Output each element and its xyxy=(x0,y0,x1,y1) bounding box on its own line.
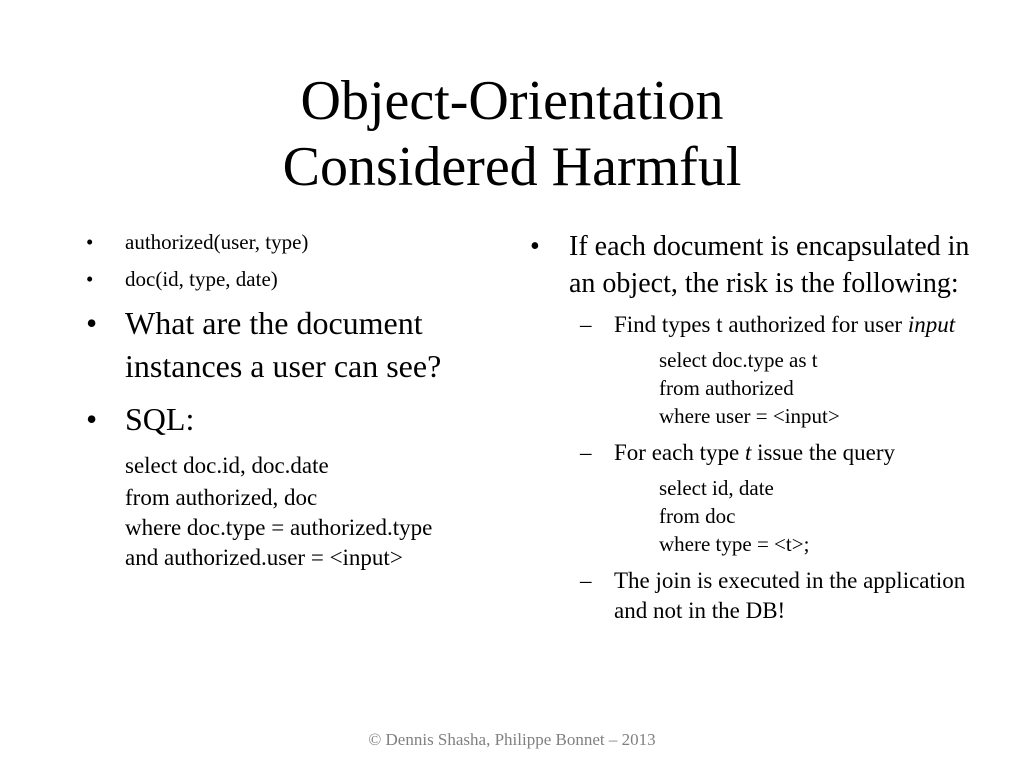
bullet-dot: • xyxy=(86,230,94,254)
bullet-authorized-relation xyxy=(86,228,486,256)
query-1 xyxy=(530,346,990,430)
sub-bullet-text: The join is executed in the application and not in the DB! xyxy=(614,568,966,623)
sql-line: from authorized, doc xyxy=(125,485,318,510)
query-line: from authorized xyxy=(659,376,794,400)
bullet-text: SQL: xyxy=(125,401,195,437)
query-line: where type = <t>; xyxy=(659,532,810,556)
query-line: select id, date xyxy=(659,476,774,500)
bullet-dot: • xyxy=(86,401,98,437)
query-line: from doc xyxy=(659,504,736,528)
bullet-sql xyxy=(86,398,486,441)
copyright-footer: © Dennis Shasha, Philippe Bonnet – 2013 xyxy=(368,730,656,749)
sub-bullet-for-each-type xyxy=(530,438,990,468)
bullet-doc-relation xyxy=(86,265,486,293)
bullet-text: authorized(user, type) xyxy=(125,230,309,254)
emphasis-t: t xyxy=(744,440,752,465)
sql-query xyxy=(86,451,486,573)
title-line-2: Considered Harmful xyxy=(282,136,742,198)
left-column xyxy=(86,228,486,573)
emphasis-input: input xyxy=(907,312,956,337)
title-line-1: Object-Orientation xyxy=(300,70,724,132)
sub-bullet-text: For each type xyxy=(614,440,745,465)
sql-line: where doc.type = authorized.type xyxy=(125,515,433,540)
bullet-dot: • xyxy=(86,267,94,291)
bullet-text: doc(id, type, date) xyxy=(125,267,278,291)
bullet-text: What are the document instances a user can see? xyxy=(125,305,442,384)
sql-line: select doc.id, doc.date xyxy=(125,453,329,478)
query-line: select doc.type as t xyxy=(659,348,818,372)
sub-bullet-join xyxy=(530,566,990,626)
slide-title xyxy=(0,68,1024,200)
sql-line: and authorized.user = <input> xyxy=(125,545,403,570)
sub-bullet-text: issue the query xyxy=(751,440,896,465)
query-line: where user = <input> xyxy=(659,404,840,428)
sub-bullet-text: Find types t authorized for user xyxy=(614,312,908,337)
sub-bullet-find-types xyxy=(530,310,990,340)
dash-marker: – xyxy=(580,440,592,465)
bullet-risk xyxy=(530,228,990,302)
bullet-question xyxy=(86,302,486,388)
bullet-dot: • xyxy=(530,231,540,262)
right-column xyxy=(530,228,990,626)
dash-marker: – xyxy=(580,568,592,593)
query-2 xyxy=(530,474,990,558)
bullet-text: If each document is encapsulated in an object, the risk is the following: xyxy=(569,231,970,299)
bullet-dot: • xyxy=(86,305,98,341)
dash-marker: – xyxy=(580,312,592,337)
